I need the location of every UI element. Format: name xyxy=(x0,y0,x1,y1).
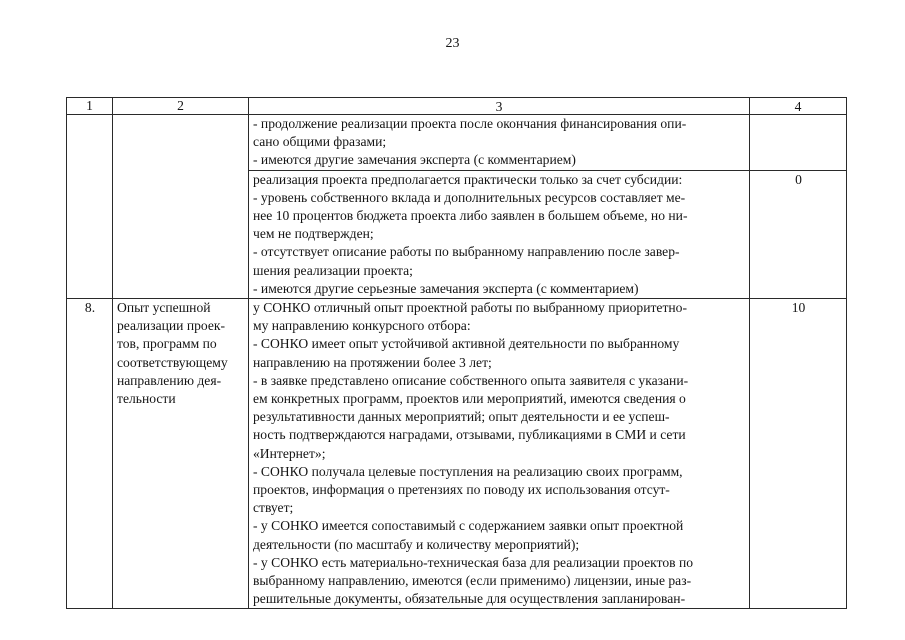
condition-line: му направлению конкурсного отбора: xyxy=(253,318,471,334)
condition-line: решительные документы, обязательные для осуществления запланирован- xyxy=(253,591,686,607)
criterion-cell xyxy=(113,115,249,299)
condition-line: - продолжение реализации проекта после окончания финансирования опи- xyxy=(253,116,687,131)
condition-line: - СОНКО получала целевые поступления на реализацию своих программ, xyxy=(253,463,683,479)
condition-line: выбранному направлению, имеются (если применимо) лицензии, иные раз- xyxy=(253,573,692,589)
criterion-line: Опыт успешной xyxy=(117,300,211,316)
condition-line: - отсутствует описание работы по выбранному направлению после завер- xyxy=(253,244,680,260)
column-header-3: 3 xyxy=(249,98,750,115)
condition-line: результативности данных мероприятий; опыт деятельности и ее успеш- xyxy=(253,409,670,425)
criterion-line: тельности xyxy=(117,391,176,407)
table-row xyxy=(67,299,847,609)
criterion-line: направлению дея- xyxy=(117,372,222,388)
condition-line: реализация проекта предполагается практически только за счет субсидии: xyxy=(253,171,683,187)
condition-line: - имеются другие замечания эксперта (с комментарием) xyxy=(253,152,576,168)
table-row xyxy=(67,115,847,171)
condition-line: направлению на протяжении более 3 лет; xyxy=(253,354,492,370)
column-header-1: 1 xyxy=(67,98,113,115)
criteria-table xyxy=(66,97,847,609)
condition-line: чем не подтвержден; xyxy=(253,226,374,242)
criterion-line: соответствующему xyxy=(117,354,228,370)
row-number: 8. xyxy=(67,299,113,609)
condition-cell xyxy=(249,115,750,171)
condition-line: - у СОНКО есть материально-техническая база для реализации проектов по xyxy=(253,554,694,570)
table-header-row xyxy=(67,98,847,115)
condition-line: - уровень собственного вклада и дополнительных ресурсов составляет ме- xyxy=(253,189,686,205)
column-header-2: 2 xyxy=(113,98,249,115)
condition-line: у СОНКО отличный опыт проектной работы по выбранному приоритетно- xyxy=(253,300,687,316)
condition-line: ствует; xyxy=(253,500,294,516)
score-cell: 10 xyxy=(750,299,847,609)
row-number xyxy=(67,115,113,299)
condition-line: шения реализации проекта; xyxy=(253,262,413,278)
condition-line: нее 10 процентов бюджета проекта либо заявлен в большем объеме, но ни- xyxy=(253,208,688,224)
condition-cell xyxy=(249,170,750,298)
condition-line: - у СОНКО имеется сопоставимый с содержанием заявки опыт проектной xyxy=(253,518,684,534)
score-cell xyxy=(750,115,847,171)
criterion-line: реализации проек- xyxy=(117,318,226,334)
condition-line: проектов, информация о претензиях по поводу их использования отсут- xyxy=(253,482,670,498)
condition-line: деятельности (по масштабу и количеству мероприятий); xyxy=(253,536,580,552)
score-cell: 0 xyxy=(750,170,847,298)
condition-line: - СОНКО имеет опыт устойчивой активной деятельности по выбранному xyxy=(253,336,680,352)
condition-cell xyxy=(249,299,750,609)
condition-line: - в заявке представлено описание собственного опыта заявителя с указани- xyxy=(253,372,689,388)
criterion-cell xyxy=(113,299,249,609)
condition-line: ность подтверждаются наградами, отзывами, публикациями в СМИ и сети xyxy=(253,427,686,443)
condition-line: ем конкретных программ, проектов или мероприятий, имеются сведения о xyxy=(253,391,686,407)
condition-line: - имеются другие серьезные замечания эксперта (с комментарием) xyxy=(253,280,639,296)
condition-line: «Интернет»; xyxy=(253,445,326,461)
column-header-4: 4 xyxy=(750,98,847,115)
criterion-line: тов, программ по xyxy=(117,336,217,352)
condition-line: сано общими фразами; xyxy=(253,134,387,150)
page-number: 23 xyxy=(445,36,460,51)
